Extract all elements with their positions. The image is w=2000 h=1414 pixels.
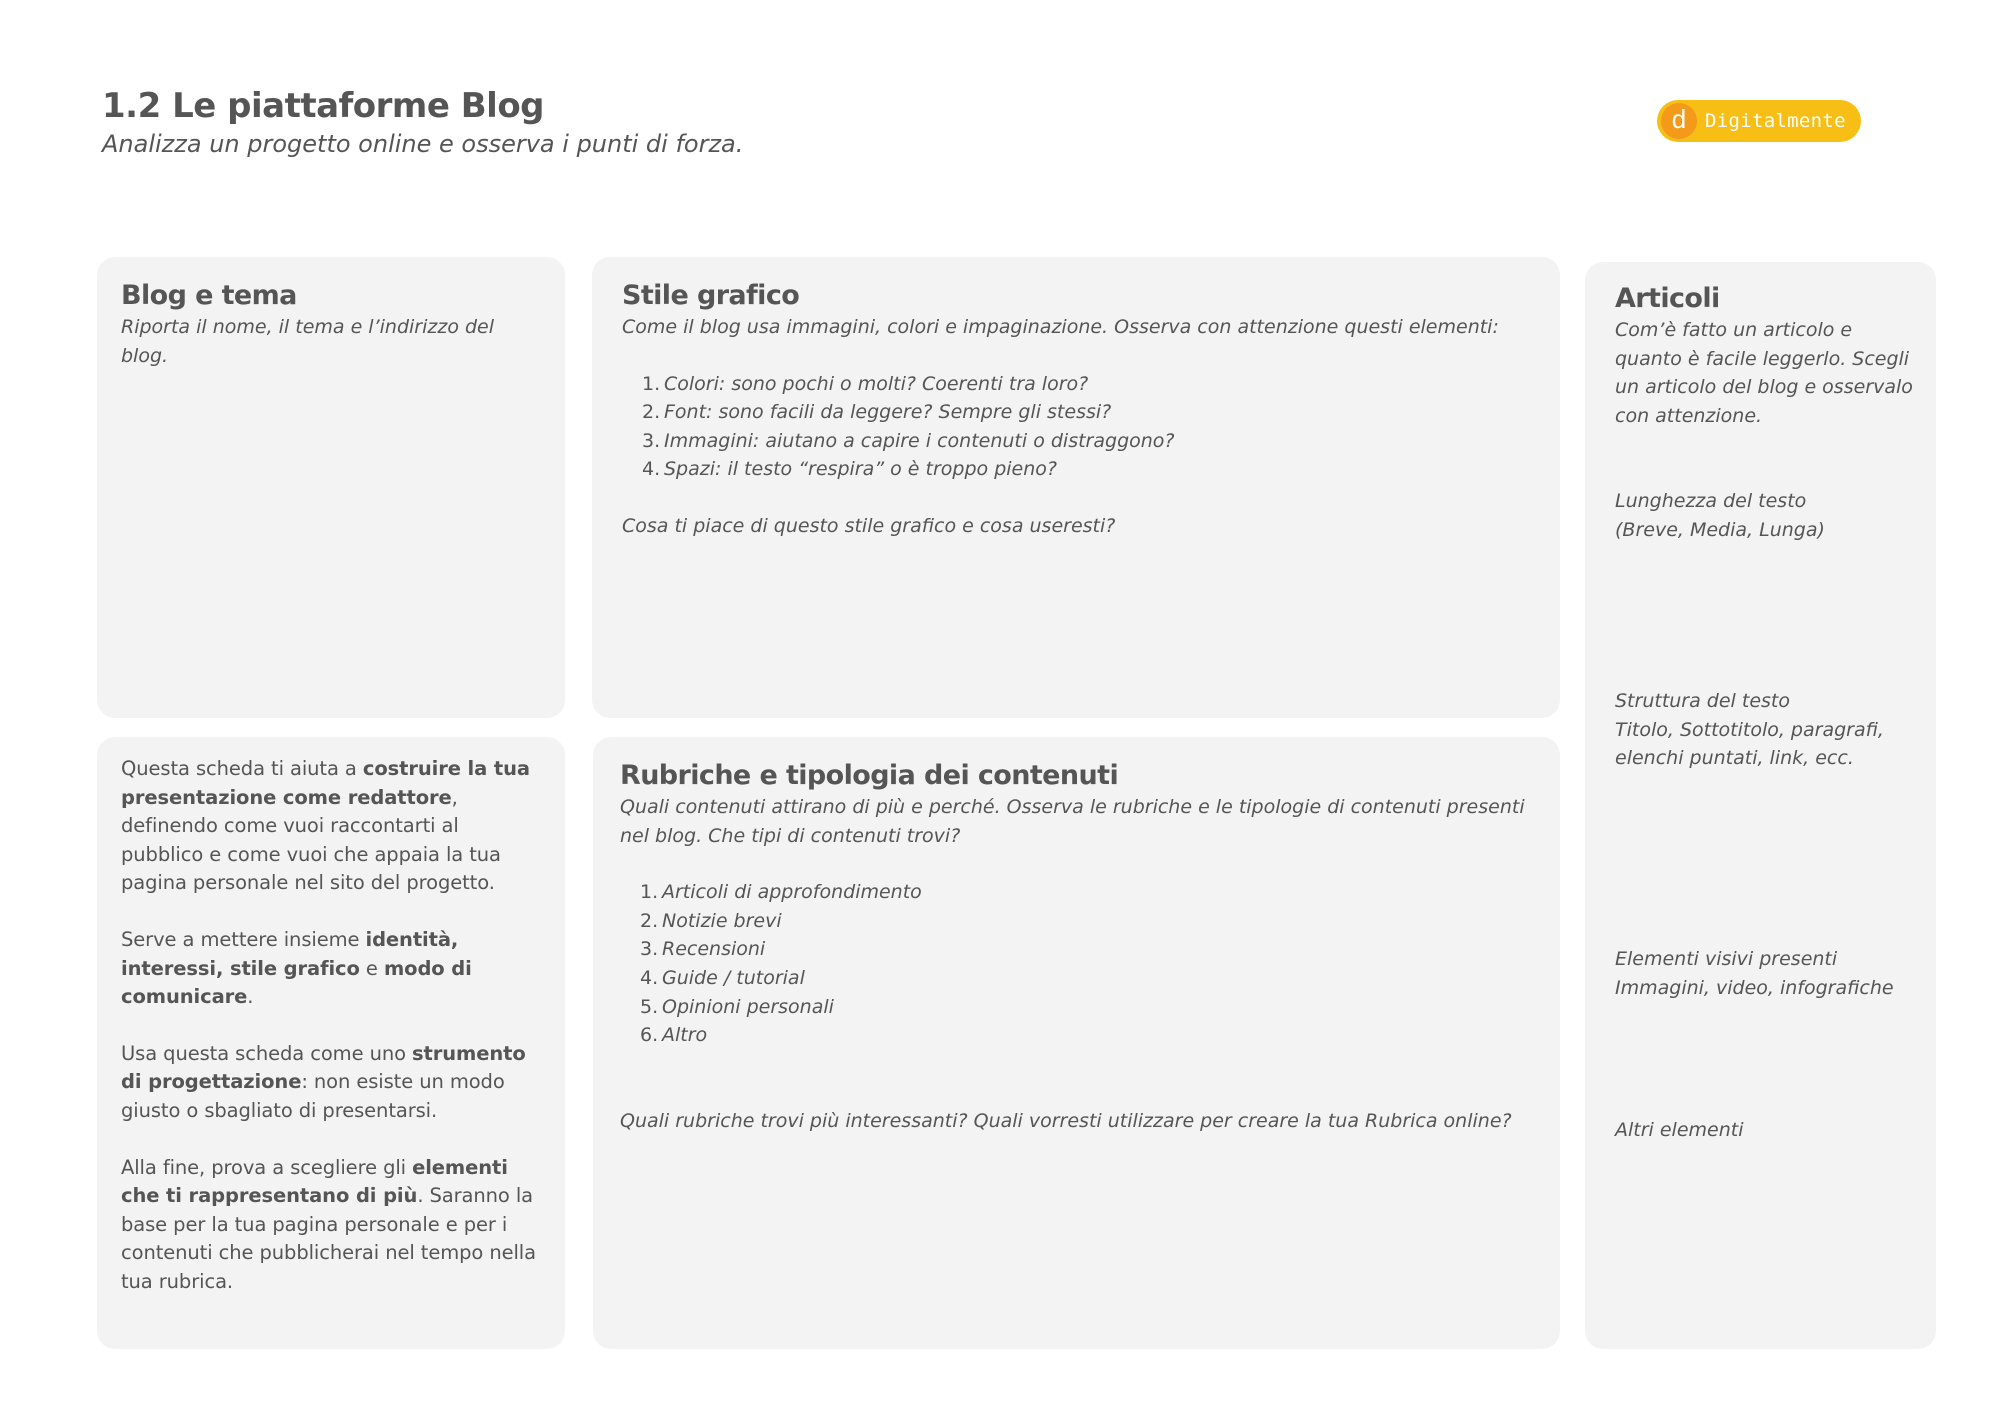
card-description: Come il blog usa immagini, colori e impaginazione. Osserva con attenzione questi elementi: xyxy=(622,316,1499,338)
list-item: 3. Recensioni xyxy=(640,938,766,961)
page-subtitle: Analizza un progetto online e osserva i punti di forza. xyxy=(102,130,744,158)
logo-name: Digitalmente xyxy=(1705,110,1846,132)
list-item: 4. Guide / tutorial xyxy=(640,966,805,989)
rubriche-question: Quali rubriche trovi più interessanti? Quali vorresti utilizzare per creare la tua Rubrica online? xyxy=(620,1109,1512,1132)
page-header xyxy=(102,84,743,160)
card-istruzioni xyxy=(97,737,565,1349)
logo-d-icon: d xyxy=(1661,103,1697,139)
list-item: 1. Articoli di approfondimento xyxy=(640,881,922,904)
list-item: 6. Altro xyxy=(640,1024,708,1047)
card-title: Rubriche e tipologia dei contenuti xyxy=(620,760,1119,791)
articoli-struttura: Struttura del testo Titolo, Sottotitolo, paragrafi, elenchi puntati, link, ecc. xyxy=(1615,690,1884,770)
info-paragraph: Alla fine, prova a scegliere gli elementi che ti rappresentano di più. Saranno la base per la tua pagina personale e per i contenuti che pubblicherai nel tempo nella tua rubrica. xyxy=(121,1155,536,1293)
card-description: Riporta il nome, il tema e l’indirizzo del blog. xyxy=(121,316,495,367)
list-item: 5. Opinioni personali xyxy=(640,995,834,1018)
page-title: 1.2 Le piattaforme Blog xyxy=(102,86,545,126)
card-title: Articoli xyxy=(1615,283,1720,314)
card-blog-e-tema xyxy=(97,257,565,718)
stile-list xyxy=(622,370,1530,484)
card-title: Stile grafico xyxy=(622,280,800,311)
stile-question: Cosa ti piace di questo stile grafico e cosa useresti? xyxy=(622,514,1116,537)
card-description: Com’è fatto un articolo e quanto è facile leggerlo. Scegli un articolo del blog e osservalo con attenzione. xyxy=(1615,319,1913,427)
card-title: Blog e tema xyxy=(121,280,297,311)
card-stile-grafico xyxy=(592,257,1560,718)
info-paragraph: Usa questa scheda come uno strumento di progettazione: non esiste un modo giusto o sbagliato di presentarsi. xyxy=(121,1041,526,1122)
info-paragraph: Questa scheda ti aiuta a costruire la tua presentazione come redattore, definendo come vuoi raccontarti al pubblico e come vuoi che appaia la tua pagina personale nel sito del progetto. xyxy=(121,757,530,895)
list-item: 2. Notizie brevi xyxy=(640,909,782,932)
list-item: 4. Spazi: il testo “respira” o è troppo pieno? xyxy=(642,458,1057,481)
list-item: 3. Immagini: aiutano a capire i contenuti o distraggono? xyxy=(642,429,1175,452)
articoli-lunghezza: Lunghezza del testo (Breve, Media, Lunga) xyxy=(1615,490,1825,541)
list-item: 2. Font: sono facili da leggere? Sempre gli stessi? xyxy=(642,401,1112,424)
digitalmente-logo xyxy=(1657,100,1861,142)
list-item: 1. Colori: sono pochi o molti? Coerenti tra loro? xyxy=(642,372,1089,395)
rubriche-list xyxy=(620,878,1533,1050)
card-description: Quali contenuti attirano di più e perché. Osserva le rubriche e le tipologie di contenuti presenti nel blog. Che tipi di contenuti trovi? xyxy=(620,796,1525,847)
articoli-altri-elementi: Altri elementi xyxy=(1615,1119,1744,1141)
card-rubriche xyxy=(593,737,1560,1349)
card-articoli xyxy=(1585,262,1936,1349)
articoli-elementi-visivi: Elementi visivi presenti Immagini, video, infografiche xyxy=(1615,948,1894,999)
info-paragraph: Serve a mettere insieme identità, interessi, stile grafico e modo di comunicare. xyxy=(121,927,472,1009)
